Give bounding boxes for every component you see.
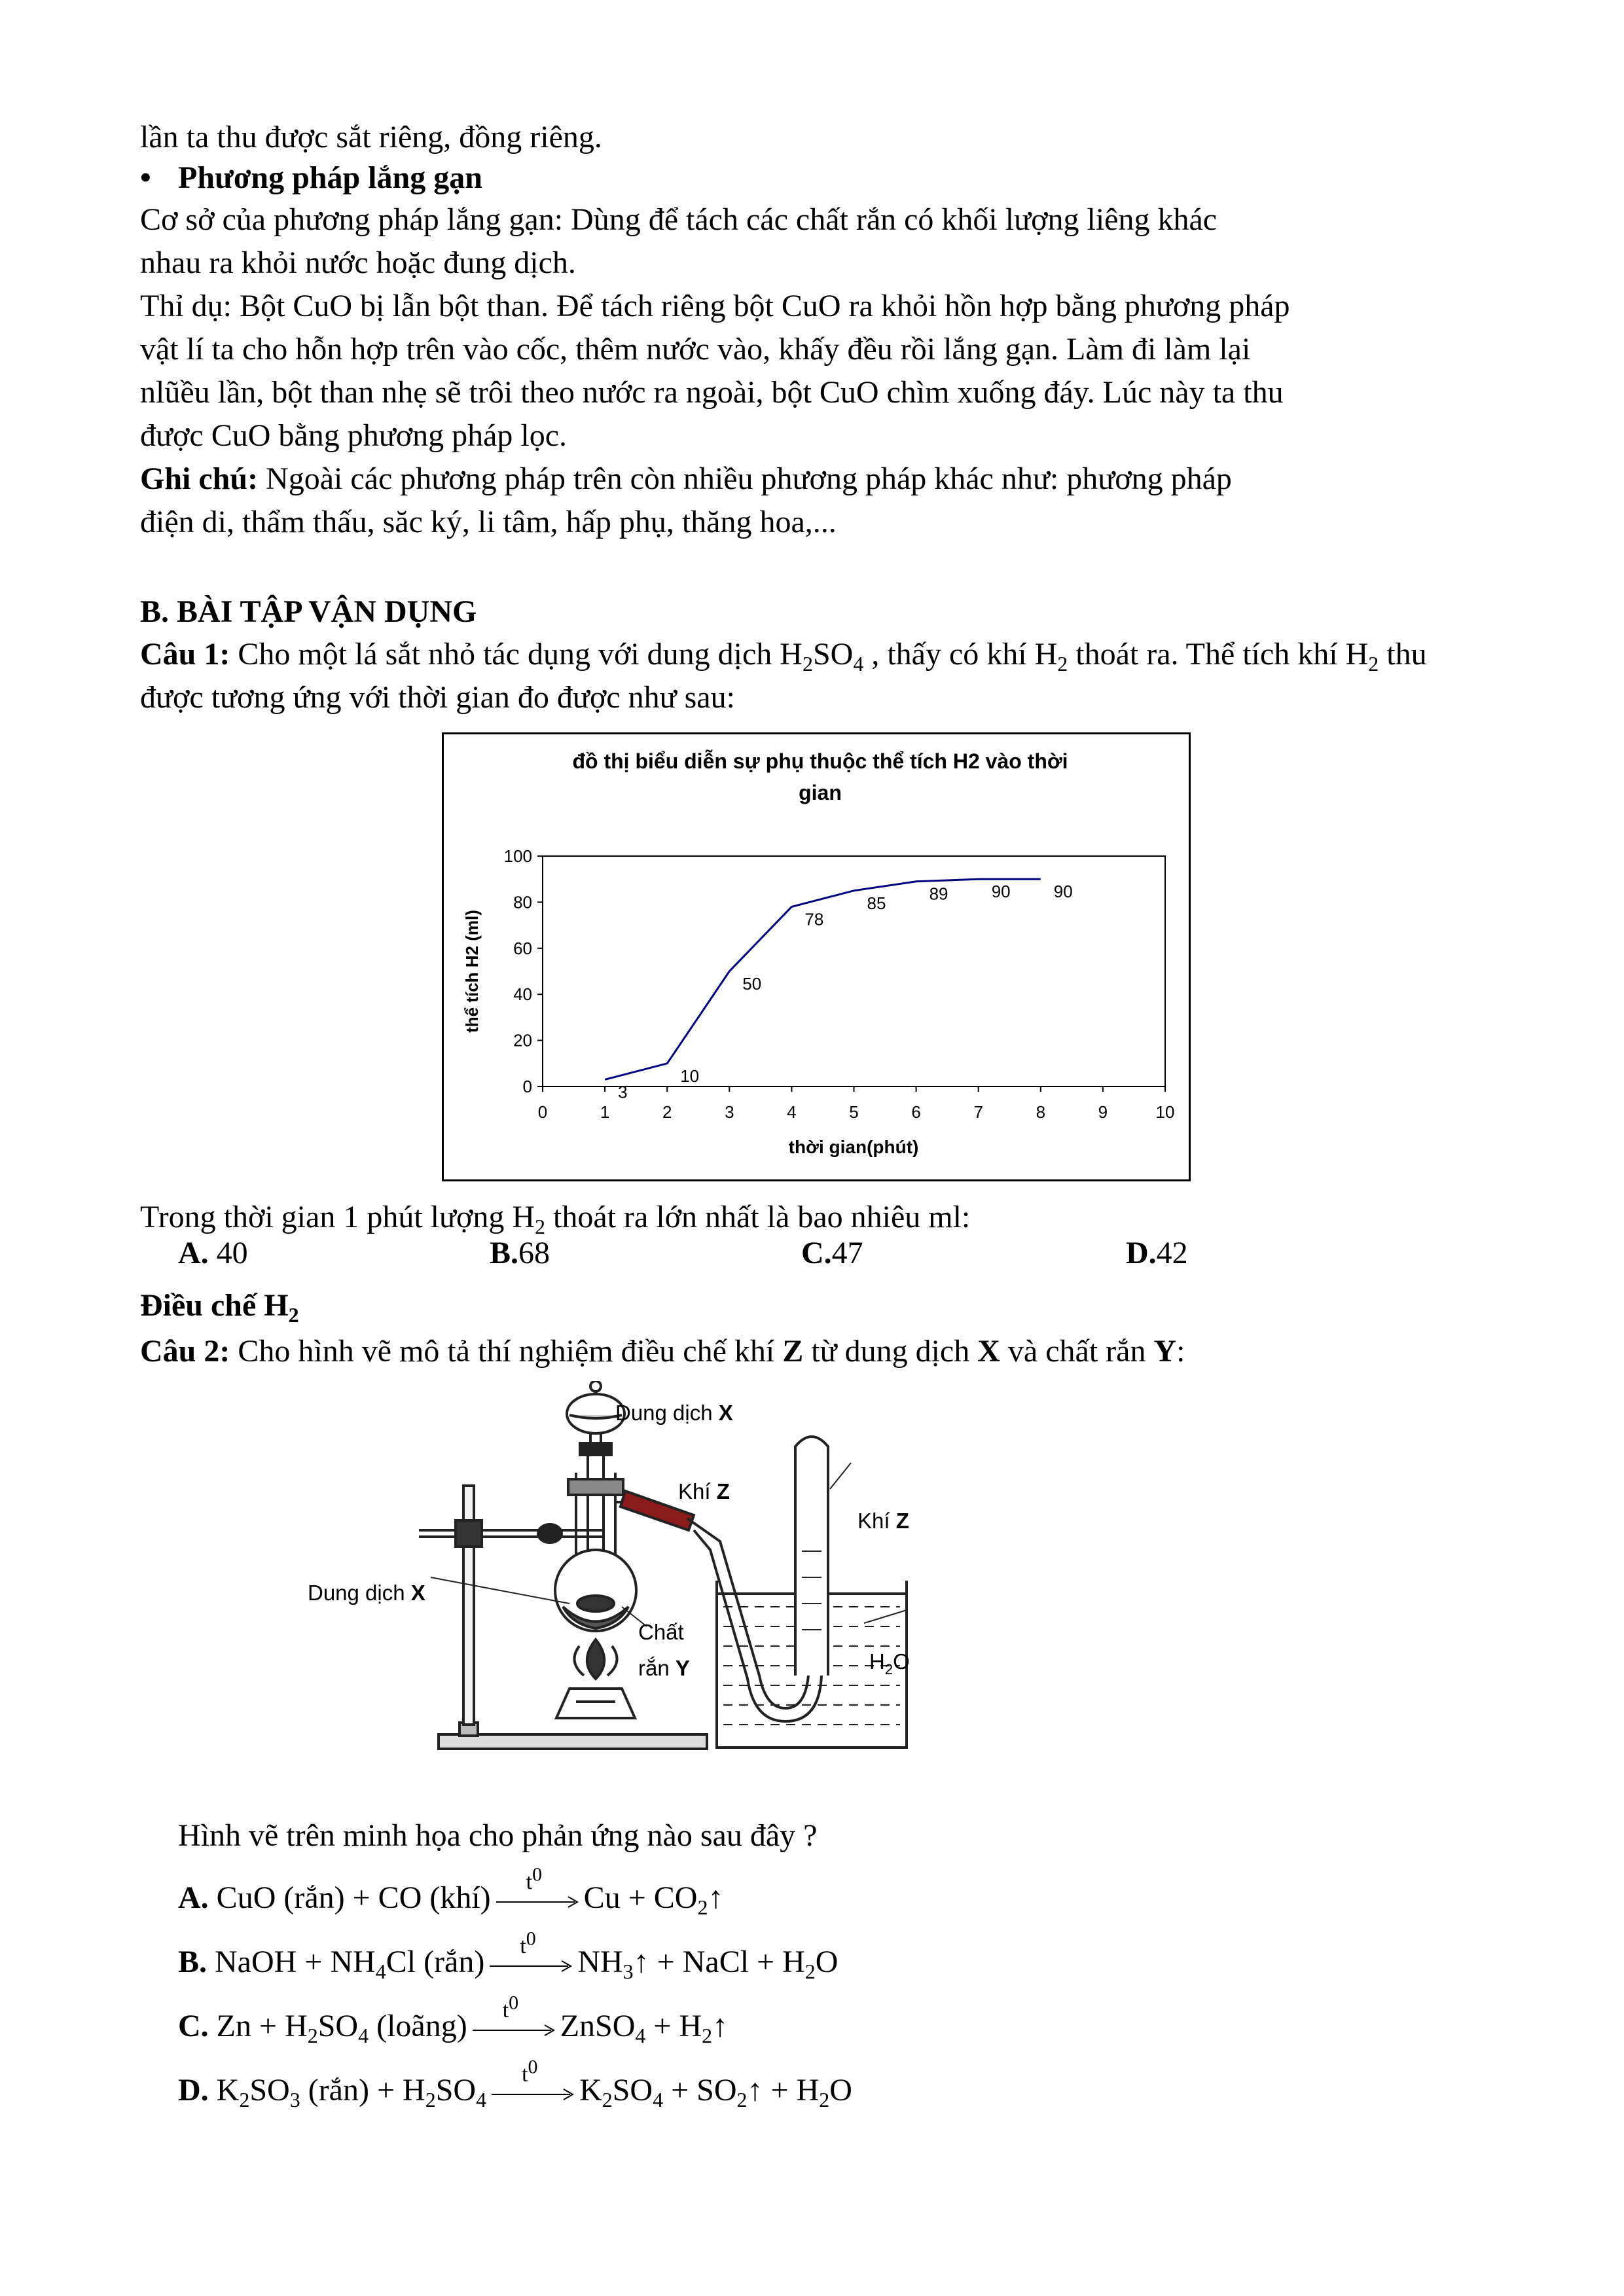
x-tick-label: 0 bbox=[537, 1102, 548, 1122]
alcohol-burner bbox=[556, 1689, 635, 1718]
volume-time-chart bbox=[442, 732, 1191, 1181]
q1-prompt-a: Trong thời gian 1 phút lượng H bbox=[140, 1200, 535, 1234]
eq-d-left-4: SO bbox=[435, 2073, 477, 2108]
eq-b-sub-3: 2 bbox=[804, 1960, 816, 1983]
data-label: 3 bbox=[618, 1082, 628, 1102]
x-tick-label: 10 bbox=[1155, 1102, 1175, 1122]
eq-d-right-4: + H bbox=[763, 2073, 820, 2108]
x-tick-label: 8 bbox=[1036, 1102, 1046, 1122]
q1-prompt-b: thoát ra lớn nhất là bao nhiêu ml: bbox=[545, 1200, 971, 1234]
data-labels bbox=[618, 882, 1073, 1102]
chart-svg bbox=[444, 734, 1189, 1179]
option-c bbox=[801, 1234, 863, 1273]
data-label: 78 bbox=[804, 909, 824, 929]
text-line-3: Cơ sở của phương pháp lắng gạn: Dùng để tách các chất rắn có khối lượng liêng khác bbox=[140, 202, 1218, 237]
eq-c-label: C. bbox=[178, 2009, 209, 2043]
reaction-arrow-icon: $t^0$ bbox=[495, 1888, 580, 1914]
text-line-8: được CuO bằng phương pháp lọc. bbox=[140, 418, 568, 453]
q1-label: Câu 1: bbox=[140, 637, 230, 672]
text-line-10: điện di, thẩm thấu, săc ký, li tâm, hấp phụ, thăng hoa,... bbox=[140, 505, 837, 539]
data-label: 10 bbox=[680, 1066, 700, 1086]
option-c-label: C. bbox=[801, 1236, 832, 1270]
option-d-value: 42 bbox=[1156, 1236, 1188, 1270]
gas-up-arrow-icon: ↑ bbox=[747, 2073, 763, 2108]
chart-title-line-1: đồ thị biểu diễn sự phụ thuộc thể tích H2 vào thời bbox=[572, 749, 1068, 773]
option-a-label: A. bbox=[178, 1236, 209, 1270]
eq-c-sub-1: 2 bbox=[307, 2024, 318, 2047]
y-tick-label: 100 bbox=[503, 846, 532, 866]
data-label: 89 bbox=[929, 884, 948, 904]
q1-text-c: , thấy có khí H bbox=[863, 637, 1058, 672]
option-b bbox=[490, 1234, 550, 1273]
heading-dieu-che bbox=[140, 1286, 299, 1325]
x-axis-label: thời gian(phút) bbox=[788, 1137, 919, 1157]
equation-a bbox=[178, 1863, 724, 1919]
y-axis-label: thể tích H2 (ml) bbox=[462, 910, 482, 1033]
chart-title-line-2: gian bbox=[799, 781, 842, 804]
note-line bbox=[140, 459, 1232, 499]
eq-d-right-2: SO bbox=[612, 2073, 653, 2108]
x-tick-label: 9 bbox=[1098, 1102, 1108, 1122]
eq-a-sub: 2 bbox=[697, 1895, 708, 1919]
question-1-prompt bbox=[140, 1198, 970, 1237]
heading-dieu-che-sub: 2 bbox=[288, 1303, 299, 1327]
eq-a-left: CuO (rắn) + CO (khí) bbox=[208, 1880, 491, 1915]
heading-dieu-che-text: Điều chế H bbox=[140, 1288, 289, 1323]
eq-d-sub-2: 3 bbox=[289, 2088, 300, 2111]
y-tick-label: 80 bbox=[513, 892, 532, 912]
question-1-line-2: được tương ứng với thời gian đo được như sau: bbox=[140, 680, 735, 715]
option-a-value: 40 bbox=[208, 1236, 248, 1270]
reaction-arrow-icon: $t^0$ bbox=[488, 1952, 573, 1978]
eq-b-right-1: NH bbox=[577, 1945, 623, 1979]
equation-d bbox=[178, 2056, 852, 2111]
y-tick-label: 0 bbox=[522, 1077, 532, 1096]
clamp-block bbox=[456, 1520, 482, 1547]
eq-d-left-3: (rắn) + H bbox=[300, 2073, 425, 2108]
eq-d-sub-4: 4 bbox=[476, 2088, 487, 2111]
eq-b-right-3: O bbox=[815, 1945, 839, 1979]
q1-prompt-sub: 2 bbox=[535, 1215, 546, 1238]
y-tick-label: 60 bbox=[513, 938, 532, 958]
text-line-1: lần ta thu được sắt riêng, đồng riêng. bbox=[140, 120, 602, 154]
gas-up-arrow-icon: ↑ bbox=[712, 2009, 729, 2043]
option-d bbox=[1126, 1234, 1188, 1273]
apparatus-svg bbox=[288, 1381, 1047, 1767]
q1-text-d: thoát ra. Thể tích khí H bbox=[1068, 637, 1369, 672]
eq-c-sub-4: 2 bbox=[702, 2024, 713, 2047]
q2-text-c: và chất rắn bbox=[1000, 1334, 1154, 1369]
eq-d-label: D. bbox=[178, 2073, 209, 2108]
data-label: 85 bbox=[867, 893, 886, 913]
label-dung-dich-x-top: Dung dịch X bbox=[615, 1401, 733, 1425]
label-ran-y: rắn Y bbox=[638, 1656, 690, 1680]
label-chat: Chất bbox=[638, 1620, 684, 1644]
note-label: Ghi chú: bbox=[140, 461, 259, 496]
option-b-value: 68 bbox=[518, 1236, 550, 1270]
option-a bbox=[178, 1234, 248, 1273]
data-label: 90 bbox=[1053, 882, 1073, 902]
eq-a-right: Cu + CO bbox=[583, 1880, 698, 1915]
reaction-arrow-icon: $t^0$ bbox=[471, 2016, 556, 2042]
label-dung-dich-x-left: Dung dịch X bbox=[308, 1581, 425, 1605]
eq-c-sub-2: 4 bbox=[358, 2024, 369, 2047]
x-tick-label: 3 bbox=[725, 1102, 734, 1122]
q1-text-a: Cho một lá sắt nhỏ tác dụng với dung dịch H bbox=[230, 637, 803, 672]
collection-tube bbox=[795, 1437, 828, 1676]
section-b-title: B. BÀI TẬP VẬN DỤNG bbox=[140, 594, 477, 629]
x-tick-label: 5 bbox=[849, 1102, 859, 1122]
data-label: 50 bbox=[742, 974, 762, 994]
reaction-arrow-icon: $t^0$ bbox=[490, 2080, 575, 2106]
x-tick-label: 2 bbox=[662, 1102, 672, 1122]
q1-text-b: SO bbox=[812, 637, 854, 672]
eq-d-sub-1: 2 bbox=[239, 2088, 250, 2111]
y-tick-label: 20 bbox=[513, 1030, 532, 1050]
eq-d-left-1: K bbox=[208, 2073, 240, 2108]
gas-up-arrow-icon: ↑ bbox=[633, 1945, 649, 1979]
eq-d-right-5: O bbox=[829, 2073, 852, 2108]
option-d-label: D. bbox=[1126, 1236, 1157, 1270]
q2-x: X bbox=[977, 1334, 1000, 1369]
x-tick-label: 4 bbox=[787, 1102, 797, 1122]
x-tick-label: 6 bbox=[911, 1102, 921, 1122]
q1-sub-d: 2 bbox=[1368, 652, 1379, 675]
eq-d-left-2: SO bbox=[249, 2073, 290, 2108]
y-axis-ticks bbox=[504, 846, 543, 1096]
data-label: 90 bbox=[991, 882, 1011, 902]
eq-b-sub-1: 4 bbox=[375, 1960, 386, 1983]
label-khi-z-tube: Khí Z bbox=[678, 1479, 730, 1503]
eq-c-left-2: SO bbox=[317, 2009, 359, 2043]
eq-d-sub-8: 2 bbox=[819, 2088, 830, 2111]
label-khi-z: Khí Z bbox=[857, 1509, 909, 1533]
eq-b-left-2: Cl (rắn) bbox=[386, 1945, 485, 1979]
equation-b bbox=[178, 1928, 839, 1983]
y-tick-label: 40 bbox=[513, 984, 532, 1005]
option-c-value: 47 bbox=[831, 1236, 863, 1270]
eq-c-left-1: Zn + H bbox=[208, 2009, 308, 2043]
eq-a-label: A. bbox=[178, 1880, 209, 1915]
q1-text-e: thu bbox=[1379, 637, 1427, 672]
question-2-prompt: Hình vẽ trên minh họa cho phản ứng nào sau đây ? bbox=[178, 1818, 818, 1853]
eq-c-right-1: ZnSO bbox=[560, 2009, 636, 2043]
round-bottom-flask bbox=[555, 1550, 636, 1631]
gas-up-arrow-icon: ↑ bbox=[708, 1880, 724, 1915]
eq-b-label: B. bbox=[178, 1945, 208, 1979]
text-line-7: nlũều lần, bột than nhẹ sẽ trôi theo nước ra ngoài, bột CuO chìm xuống đáy. Lúc này ta thu bbox=[140, 375, 1284, 410]
label-h2o: $H_2O$ bbox=[869, 1649, 910, 1677]
lab-apparatus-diagram bbox=[288, 1381, 1047, 1767]
eq-d-right-3: + SO bbox=[663, 2073, 737, 2108]
q1-sub-a: 2 bbox=[802, 652, 813, 675]
text-line-4: nhau ra khỏi nước hoặc đung dịch. bbox=[140, 245, 576, 280]
eq-d-sub-3: 2 bbox=[425, 2088, 436, 2111]
note-text: Ngoài các phương pháp trên còn nhiều phương pháp khác như: phương pháp bbox=[258, 461, 1232, 496]
q2-text-d: : bbox=[1176, 1334, 1185, 1369]
eq-b-right-2: + NaCl + H bbox=[649, 1945, 805, 1979]
eq-d-sub-5: 2 bbox=[602, 2088, 613, 2111]
question-2-line bbox=[140, 1332, 1185, 1371]
x-tick-label: 1 bbox=[600, 1102, 610, 1122]
flame-icon bbox=[587, 1640, 604, 1679]
x-axis-ticks bbox=[538, 1086, 1175, 1122]
eq-d-sub-6: 4 bbox=[653, 2088, 664, 2111]
q2-text-b: từ dung dịch bbox=[803, 1334, 978, 1369]
equation-c bbox=[178, 1992, 729, 2047]
question-1-line-1 bbox=[140, 635, 1427, 674]
q2-y: Y bbox=[1153, 1334, 1177, 1369]
text-line-6: vật lí ta cho hỗn hợp trên vào cốc, thêm nước vào, khấy đều rồi lắng gạn. Làm đi làm lại bbox=[140, 332, 1251, 367]
q1-sub-c: 2 bbox=[1057, 652, 1068, 675]
eq-b-sub-2: 3 bbox=[623, 1960, 634, 1983]
x-tick-label: 7 bbox=[973, 1102, 983, 1122]
eq-d-right-1: K bbox=[579, 2073, 602, 2108]
q2-label: Câu 2: bbox=[140, 1334, 230, 1369]
option-b-label: B. bbox=[490, 1236, 519, 1270]
eq-c-left-3: (loãng) bbox=[369, 2009, 467, 2043]
eq-d-sub-7: 2 bbox=[736, 2088, 748, 2111]
heading-lang-gan: Phương pháp lắng gạn bbox=[178, 160, 482, 195]
eq-c-sub-3: 4 bbox=[635, 2024, 646, 2047]
eq-b-left-1: NaOH + NH bbox=[207, 1945, 376, 1979]
q2-text-a: Cho hình vẽ mô tả thí nghiệm điều chế khí bbox=[230, 1334, 783, 1369]
q2-z: Z bbox=[782, 1334, 804, 1369]
text-line-5: Thỉ dụ: Bột CuO bị lẫn bột than. Để tách riêng bột CuO ra khỏi hồn hợp bằng phương pháp bbox=[140, 289, 1290, 323]
eq-c-right-2: + H bbox=[645, 2009, 702, 2043]
q1-sub-b: 4 bbox=[853, 652, 864, 675]
bullet-icon: • bbox=[140, 160, 151, 195]
